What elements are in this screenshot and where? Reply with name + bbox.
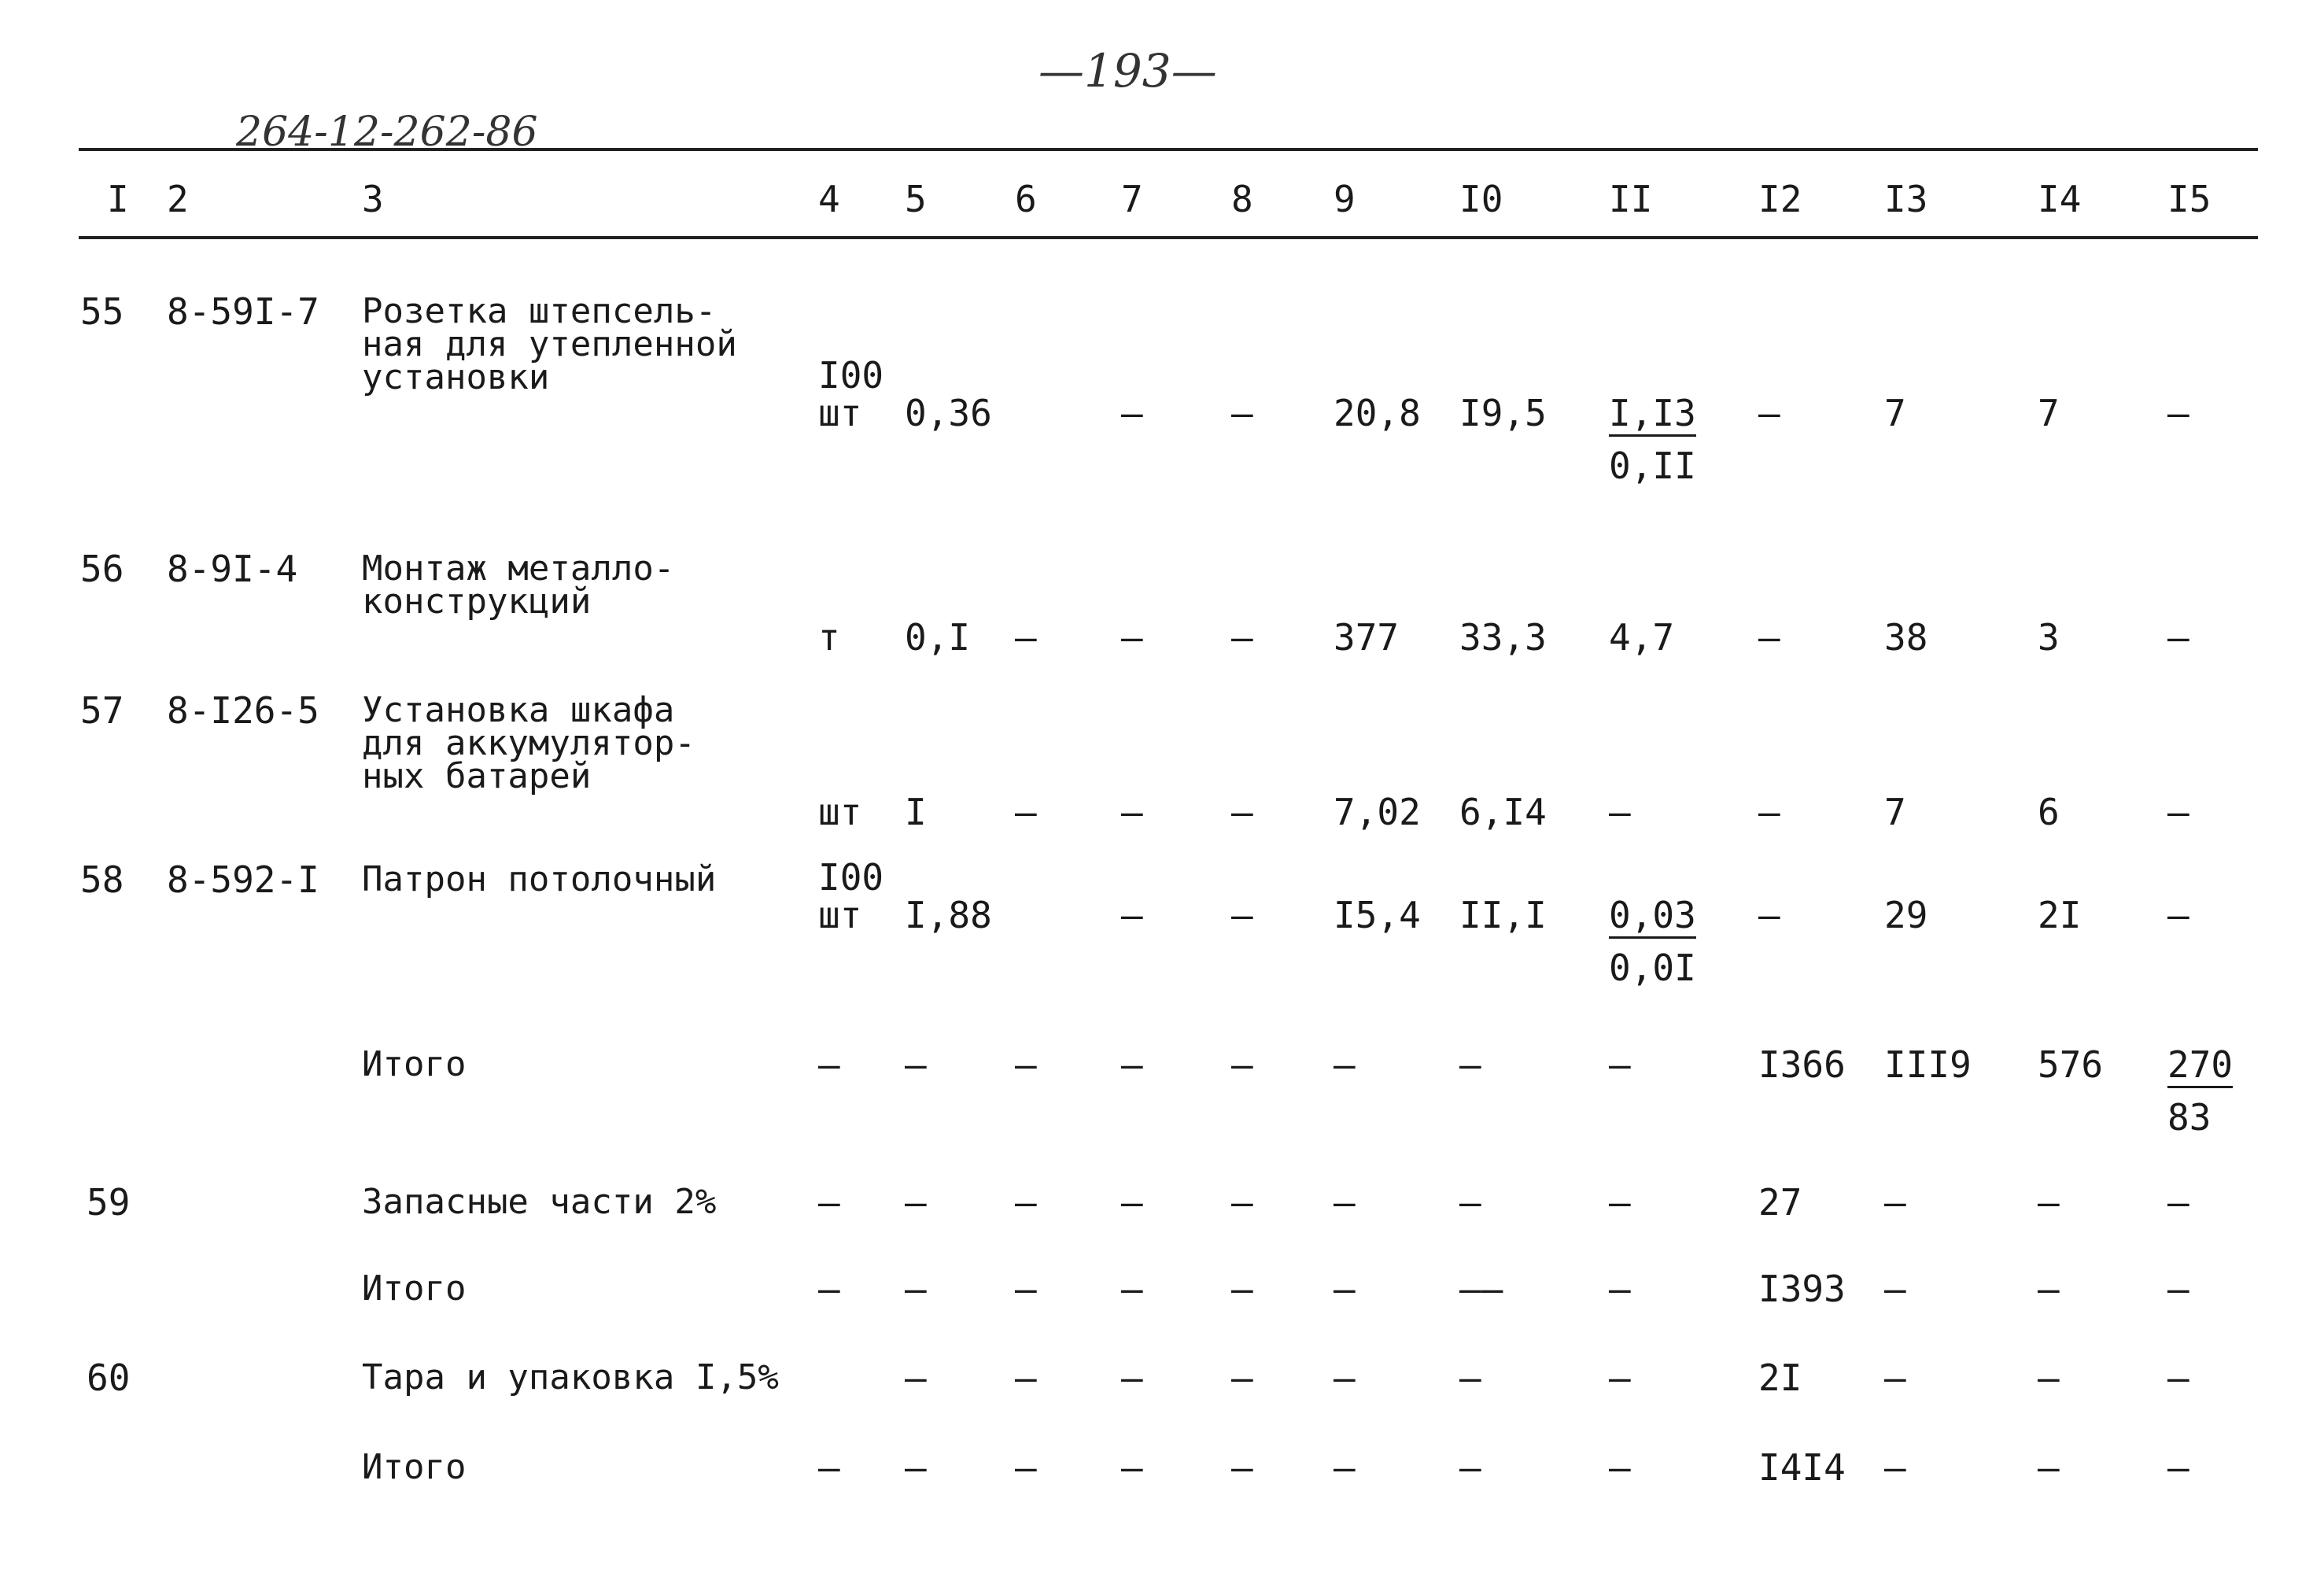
cell-c10: –	[1459, 1043, 1481, 1086]
cell-c6: –	[1015, 1357, 1037, 1399]
cell-c11: 4,7	[1609, 616, 1675, 659]
cell-c7: –	[1121, 1268, 1143, 1310]
cell-c14: 2I	[2038, 894, 2082, 936]
cell-c5: 0,I	[905, 616, 971, 659]
cell-c10: 33,3	[1459, 616, 1547, 659]
column-header-4: 4	[818, 178, 840, 220]
cell-c13: 29	[1884, 894, 1928, 936]
cell-c8: –	[1231, 1043, 1253, 1086]
fraction-denominator: 83	[2167, 1096, 2211, 1139]
column-header-7: 7	[1121, 178, 1143, 220]
norm-code: 8-59I-7	[167, 290, 319, 333]
column-header-3: 3	[362, 178, 384, 220]
cell-c8: –	[1231, 392, 1253, 434]
cell-c9: 377	[1334, 616, 1400, 659]
cell-c9: 7,02	[1334, 791, 1421, 833]
cell-c15: –	[2167, 1446, 2189, 1489]
cell-c14: –	[2038, 1446, 2060, 1489]
row-number: 60	[87, 1357, 131, 1399]
fraction-cell	[2167, 1043, 2234, 1139]
cell-c7: –	[1121, 791, 1143, 833]
cell-c4: –	[818, 1181, 840, 1224]
cell-c13: –	[1884, 1357, 1906, 1399]
column-header-12: I2	[1758, 178, 1802, 220]
cell-c14: –	[2038, 1181, 2060, 1224]
cell-c14: 3	[2038, 616, 2060, 659]
cell-c9: –	[1334, 1357, 1356, 1399]
cell-c6: –	[1015, 1268, 1037, 1310]
cell-c5: I	[905, 791, 927, 833]
unit-value: I00	[818, 856, 884, 899]
column-header-9: 9	[1334, 178, 1356, 220]
cell-c11: –	[1609, 1446, 1631, 1489]
cell-c14: 6	[2038, 791, 2060, 833]
norm-code: 8-592-I	[167, 858, 319, 901]
cell-c11: –	[1609, 791, 1631, 833]
cell-c5: –	[905, 1181, 927, 1224]
cell-c8: –	[1231, 1446, 1253, 1489]
column-header-1: I	[107, 178, 129, 220]
cell-c8: –	[1231, 616, 1253, 659]
row-number: 56	[80, 548, 124, 590]
column-header-13: I3	[1884, 178, 1928, 220]
column-header-2: 2	[167, 178, 189, 220]
column-header-10: I0	[1459, 178, 1503, 220]
cell-c12: I4I4	[1758, 1446, 1846, 1489]
cell-c6: –	[1015, 1446, 1037, 1489]
cell-c7: –	[1121, 1043, 1143, 1086]
cell-c4: –	[818, 1268, 840, 1310]
cell-c13: 38	[1884, 616, 1928, 659]
cell-c10: –	[1459, 1446, 1481, 1489]
cell-c5: –	[905, 1043, 927, 1086]
cell-c8: –	[1231, 1181, 1253, 1224]
cell-c10: –	[1459, 1181, 1481, 1224]
cell-c8: –	[1231, 1357, 1253, 1399]
cell-c10: II,I	[1459, 894, 1547, 936]
cell-c12: I366	[1758, 1043, 1846, 1086]
cell-c14: –	[2038, 1357, 2060, 1399]
cell-c10: ––	[1459, 1268, 1503, 1310]
cell-c7: –	[1121, 1357, 1143, 1399]
item-description: Монтаж металло- конструкций	[362, 548, 675, 622]
cell-c5: –	[905, 1446, 927, 1489]
row-number: 55	[80, 290, 124, 333]
cell-c11: –	[1609, 1181, 1631, 1224]
cell-c4: –	[818, 1043, 840, 1086]
header-bottom-rule	[79, 236, 2258, 239]
summary-label: Итого	[362, 1044, 467, 1084]
cell-c10: I9,5	[1459, 392, 1547, 434]
cell-c12: –	[1758, 392, 1780, 434]
cell-c10: 6,I4	[1459, 791, 1547, 833]
page-number: —193—	[1038, 44, 1217, 98]
unit-label: шт	[818, 392, 862, 434]
norm-code: 8-I26-5	[167, 689, 319, 732]
cell-c9: I5,4	[1334, 894, 1421, 936]
cell-c13: 7	[1884, 791, 1906, 833]
cell-c12: –	[1758, 894, 1780, 936]
row-number: 57	[80, 689, 124, 732]
summary-label: Запасные части 2%	[362, 1182, 717, 1222]
cell-c4: –	[818, 1446, 840, 1489]
cell-c15: –	[2167, 1357, 2189, 1399]
cell-c7: –	[1121, 1446, 1143, 1489]
cell-c5: –	[905, 1357, 927, 1399]
fraction-denominator: 0,0I	[1609, 947, 1696, 989]
unit-value: I00	[818, 354, 884, 397]
cell-c9: –	[1334, 1181, 1356, 1224]
fraction-numerator: I,I3	[1609, 395, 1696, 437]
cell-c15: –	[2167, 1181, 2189, 1224]
summary-label: Итого	[362, 1268, 467, 1309]
cell-c15: –	[2167, 616, 2189, 659]
header-top-rule	[79, 148, 2258, 151]
cell-c8: –	[1231, 894, 1253, 936]
summary-label: Итого	[362, 1447, 467, 1487]
unit-label: шт	[818, 894, 862, 936]
cell-c7: –	[1121, 894, 1143, 936]
item-description: Установка шкафа для аккумулятор- ных батарей	[362, 690, 695, 796]
cell-c10: –	[1459, 1357, 1481, 1399]
cell-c12: 2I	[1758, 1357, 1802, 1399]
item-description: Розетка штепсель- ная для утепленной установки	[362, 291, 737, 397]
cell-c7: –	[1121, 616, 1143, 659]
cell-c9: –	[1334, 1043, 1356, 1086]
cell-c11: –	[1609, 1043, 1631, 1086]
cell-c13: 7	[1884, 392, 1906, 434]
unit-label: т	[818, 616, 840, 659]
fraction-numerator: 0,03	[1609, 897, 1696, 939]
document-code: 264-12-262-86	[236, 109, 538, 156]
unit-label: шт	[818, 791, 862, 833]
column-header-15: I5	[2167, 178, 2211, 220]
cell-c12: –	[1758, 616, 1780, 659]
fraction-numerator: 270	[2167, 1047, 2233, 1088]
cell-c13: –	[1884, 1268, 1906, 1310]
cell-c14: 576	[2038, 1043, 2104, 1086]
cell-c9: –	[1334, 1268, 1356, 1310]
cell-c12: I393	[1758, 1268, 1846, 1310]
column-header-11: II	[1609, 178, 1653, 220]
cell-c6: –	[1015, 791, 1037, 833]
cell-c13: –	[1884, 1181, 1906, 1224]
cell-c15: –	[2167, 1268, 2189, 1310]
norm-code: 8-9I-4	[167, 548, 298, 590]
cell-c6: –	[1015, 616, 1037, 659]
column-header-6: 6	[1015, 178, 1037, 220]
cell-c5: 0,36	[905, 392, 992, 434]
cell-c14: 7	[2038, 392, 2060, 434]
cell-c12: 27	[1758, 1181, 1802, 1224]
cell-c9: –	[1334, 1446, 1356, 1489]
cell-c9: 20,8	[1334, 392, 1421, 434]
column-header-14: I4	[2038, 178, 2082, 220]
cell-c13: III9	[1884, 1043, 1972, 1086]
cell-c8: –	[1231, 791, 1253, 833]
cell-c11: –	[1609, 1268, 1631, 1310]
summary-label: Тара и упаковка I,5%	[362, 1357, 779, 1397]
row-number: 58	[80, 858, 124, 901]
cell-c13: –	[1884, 1446, 1906, 1489]
cell-c5: I,88	[905, 894, 992, 936]
cell-c15: –	[2167, 791, 2189, 833]
fraction-cell	[1609, 894, 1696, 989]
row-number: 59	[87, 1181, 131, 1224]
cell-c7: –	[1121, 392, 1143, 434]
cell-c5: –	[905, 1268, 927, 1310]
column-header-8: 8	[1231, 178, 1253, 220]
fraction-cell	[1609, 392, 1696, 487]
cell-c12: –	[1758, 791, 1780, 833]
cell-c6: –	[1015, 1181, 1037, 1224]
cell-c6: –	[1015, 1043, 1037, 1086]
cell-c7: –	[1121, 1181, 1143, 1224]
cell-c14: –	[2038, 1268, 2060, 1310]
cell-c11: –	[1609, 1357, 1631, 1399]
fraction-denominator: 0,II	[1609, 445, 1696, 487]
cell-c8: –	[1231, 1268, 1253, 1310]
column-header-5: 5	[905, 178, 927, 220]
item-description: Патрон потолочный	[362, 859, 717, 899]
cell-c15: –	[2167, 392, 2189, 434]
cell-c15: –	[2167, 894, 2189, 936]
